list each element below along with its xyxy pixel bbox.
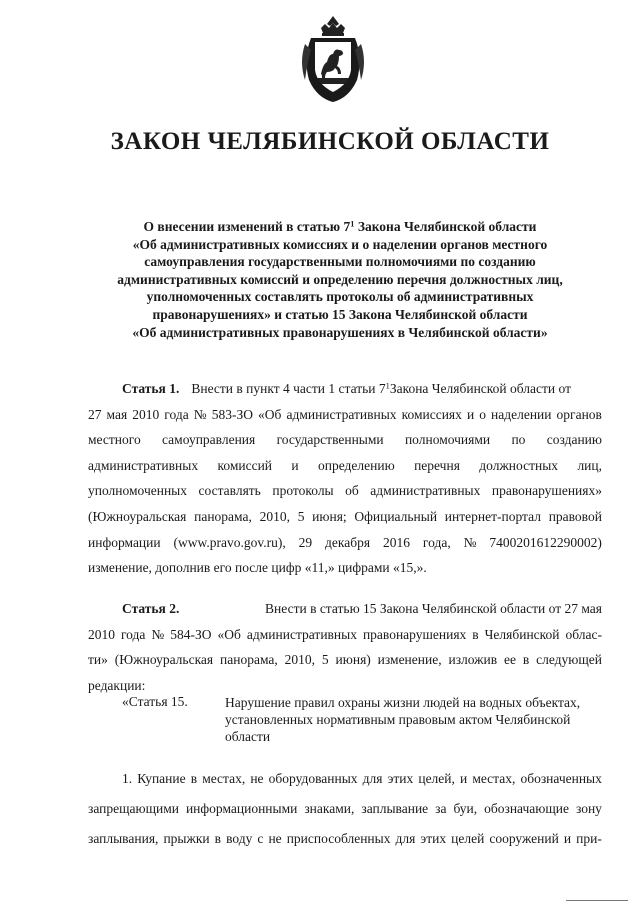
body-line: 2010 года № 584-ЗО «Об административных правонарушениях в Челябинской облас- xyxy=(88,626,602,642)
quoted-article-heading: «Статья 15. xyxy=(122,694,188,709)
article-1-label: Статья 1. xyxy=(122,381,180,396)
quoted-title-line: установленных нормативным правовым актом Челябинской xyxy=(225,712,571,727)
body-line: редакции: xyxy=(88,677,146,693)
body-line: административных комиссий и определению перечня должностных лиц, xyxy=(88,457,602,473)
article-2-paragraph xyxy=(88,596,602,698)
body-line: местного самоуправления государственными полномочиями по созданию xyxy=(88,432,602,448)
body-line: Внести в пункт 4 части 1 статьи $7^1Закона$ Челябинской области от xyxy=(191,381,572,396)
body-line: ти» (Южноуральская панорама, 2010, 5 июня) изменение, изложив ее в следующей xyxy=(88,652,602,668)
body-line: информации (www.pravo.gov.ru), 29 декабря 2016 года, № 7400201612290002) xyxy=(88,534,602,550)
quoted-article-title xyxy=(225,694,602,745)
chelyabinsk-coat-of-arms-emblem xyxy=(297,14,369,104)
subtitle-line: «Об административных правонарушениях в Челябинской области» xyxy=(132,324,548,340)
body-line: (Южноуральская панорама, 2010, 5 июня; Официальный интернет-портал правовой xyxy=(88,508,602,524)
law-title: ЗАКОН ЧЕЛЯБИНСКОЙ ОБЛАСТИ xyxy=(110,128,550,155)
subtitle-line: самоуправления государственными полномочиями по созданию xyxy=(144,254,536,270)
article-2-label: Статья 2. xyxy=(122,601,180,616)
quoted-title-line: Нарушение правил охраны жизни людей на водных объектах, xyxy=(225,695,581,710)
body-line: запрещающими информационными знаками, заплывание за буи, обозначающие зону xyxy=(88,801,602,816)
quoted-title-line: области xyxy=(225,729,271,744)
subtitle-line: «Об административных комиссиях и о наделении органов местного xyxy=(132,236,548,252)
subtitle-line: правонарушениях» и статью 15 Закона Челябинской области xyxy=(152,306,528,322)
point-1-paragraph xyxy=(88,764,602,854)
body-line: уполномоченных составлять протоколы об административных правонарушениях» xyxy=(88,483,602,499)
page-bottom-rule xyxy=(566,900,628,901)
body-line: Внести в статью 15 Закона Челябинской области от 27 мая xyxy=(265,601,602,616)
body-line: изменение, дополнив его после цифр «11,» цифрами «15,». xyxy=(88,560,427,576)
subtitle-line: административных комиссий и определению перечня должностных лиц, xyxy=(117,271,563,287)
subtitle-line: О внесении изменений в статью $7^1$ Закона Челябинской области xyxy=(143,219,537,234)
law-subtitle xyxy=(110,218,570,341)
body-line: 27 мая 2010 года № 583-ЗО «Об административных комиссиях и о наделении органов xyxy=(88,406,602,422)
body-line: 1. Купание в местах, не оборудованных для этих целей, и местах, обозначенных xyxy=(122,771,602,786)
subtitle-line: уполномоченных составлять протоколы об административных xyxy=(146,289,534,305)
body-line: заплывания, прыжки в воду с не приспособленных для этих целей сооружений и при- xyxy=(88,831,602,846)
article-1-paragraph xyxy=(88,376,602,581)
